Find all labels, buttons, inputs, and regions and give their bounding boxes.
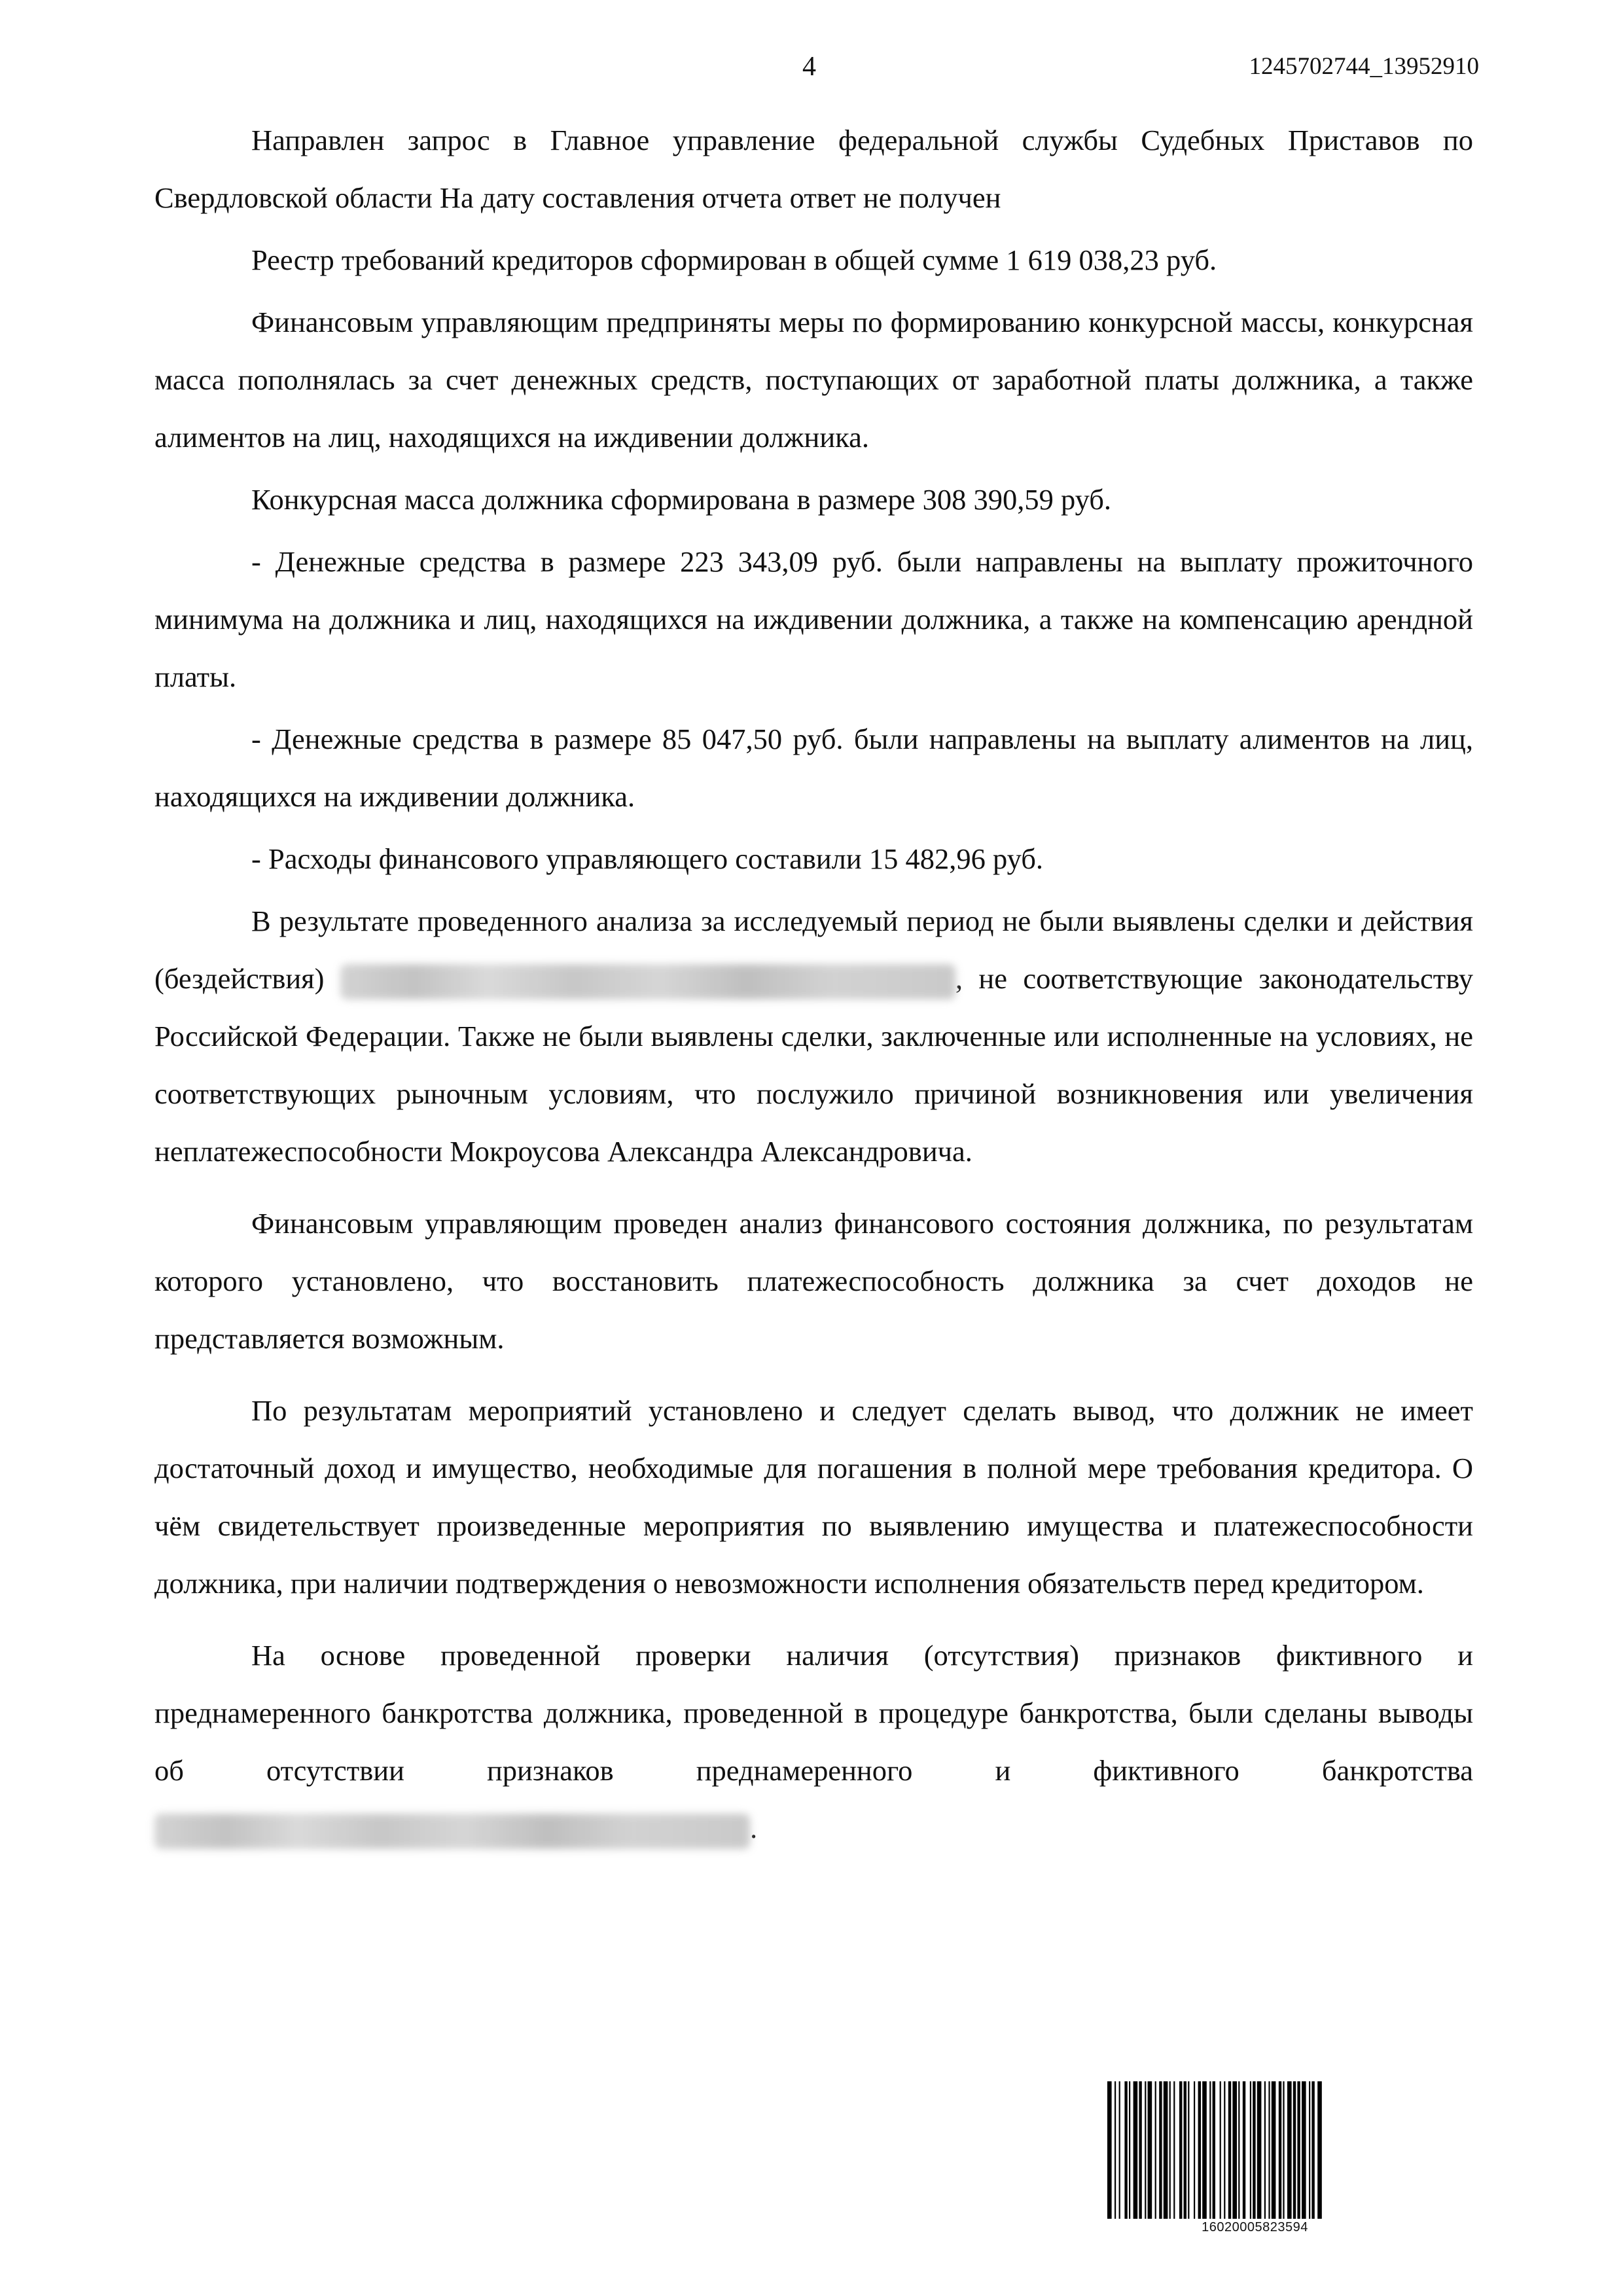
paragraph-bailiff-request: Направлен запрос в Главное управление федеральной службы Судебных Приставов по Свердловской области На дату составления отчета ответ не получен [154,124,1473,214]
transactions-text-end: , не соответствующие законодательству Российской Федерации. Также не были выявлены сделки, заключенные или исполненные на условиях, не соответствующих рыночным условиям, что послужило причиной возникновения или увеличения неплатежеспособности Мокроусова Александра Александровича. [154,962,1473,1168]
paragraph-creditor-registry: Реестр требований кредиторов сформирован в общей сумме 1 619 038,23 руб. [251,243,1217,276]
redacted-debtor-name [340,964,955,999]
barcode-number: 16020005823594 [1202,2220,1308,2234]
barcode [1106,2081,1404,2235]
transactions-text-start: В результате проведенного анализа за исследуемый период не были выявлены сделки и действия (бездействия) [154,905,1473,995]
paragraph-financial-analysis: Финансовым управляющим проведен анализ финансового состояния должника, по результатам которого установлено, что восстановить платежеспособность должника за счет доходов не представляется возможным. [154,1207,1473,1355]
document-id: 1245702744_13952910 [1249,53,1479,80]
page-number: 4 [802,52,816,82]
bankruptcy-text-start: На основе проведенной проверки наличия (отсутствия) признаков фиктивного и преднамеренного банкротства должника, проведенной в процедуре банкротства, были сделаны выводы об отсутствии признаков преднамеренного и фиктивного банкротства [154,1639,1473,1787]
redacted-debtor-name [154,1814,750,1849]
paragraph-alimony-funds: - Денежные средства в размере 85 047,50 руб. были направлены на выплату алиментов на лиц, находящихся на иждивении должника. [154,723,1473,813]
paragraph-estate-total: Конкурсная масса должника сформирована в размере 308 390,59 руб. [251,483,1112,516]
bankruptcy-text-end: . [750,1812,758,1844]
paragraph-conclusion: По результатам мероприятий установлено и следует сделать вывод, что должник не имеет достаточный доход и имущество, необходимые для погашения в полной мере требования кредитора. О чём свидетельствует произведенные мероприятия по выявлению имущества и платежеспособности должника, при наличии подтверждения о невозможности исполнения обязательств перед кредитором. [154,1394,1473,1600]
paragraph-transactions-analysis [154,892,1473,1180]
barcode-bars [1106,2081,1404,2219]
paragraph-manager-expenses: - Расходы финансового управляющего составили 15 482,96 руб. [251,842,1044,875]
document-body [154,111,1473,1861]
paragraph-bankruptcy-check [154,1626,1473,1857]
paragraph-estate-measures: Финансовым управляющим предприняты меры по формированию конкурсной массы, конкурсная масса пополнялась за счет денежных средств, поступающих от заработной платы должника, а также алиментов на лиц, находящихся на иждивении должника. [154,306,1473,454]
paragraph-subsistence-funds: - Денежные средства в размере 223 343,09 руб. были направлены на выплату прожиточного минимума на должника и лиц, находящихся на иждивении должника, а также на компенсацию арендной платы. [154,545,1473,693]
